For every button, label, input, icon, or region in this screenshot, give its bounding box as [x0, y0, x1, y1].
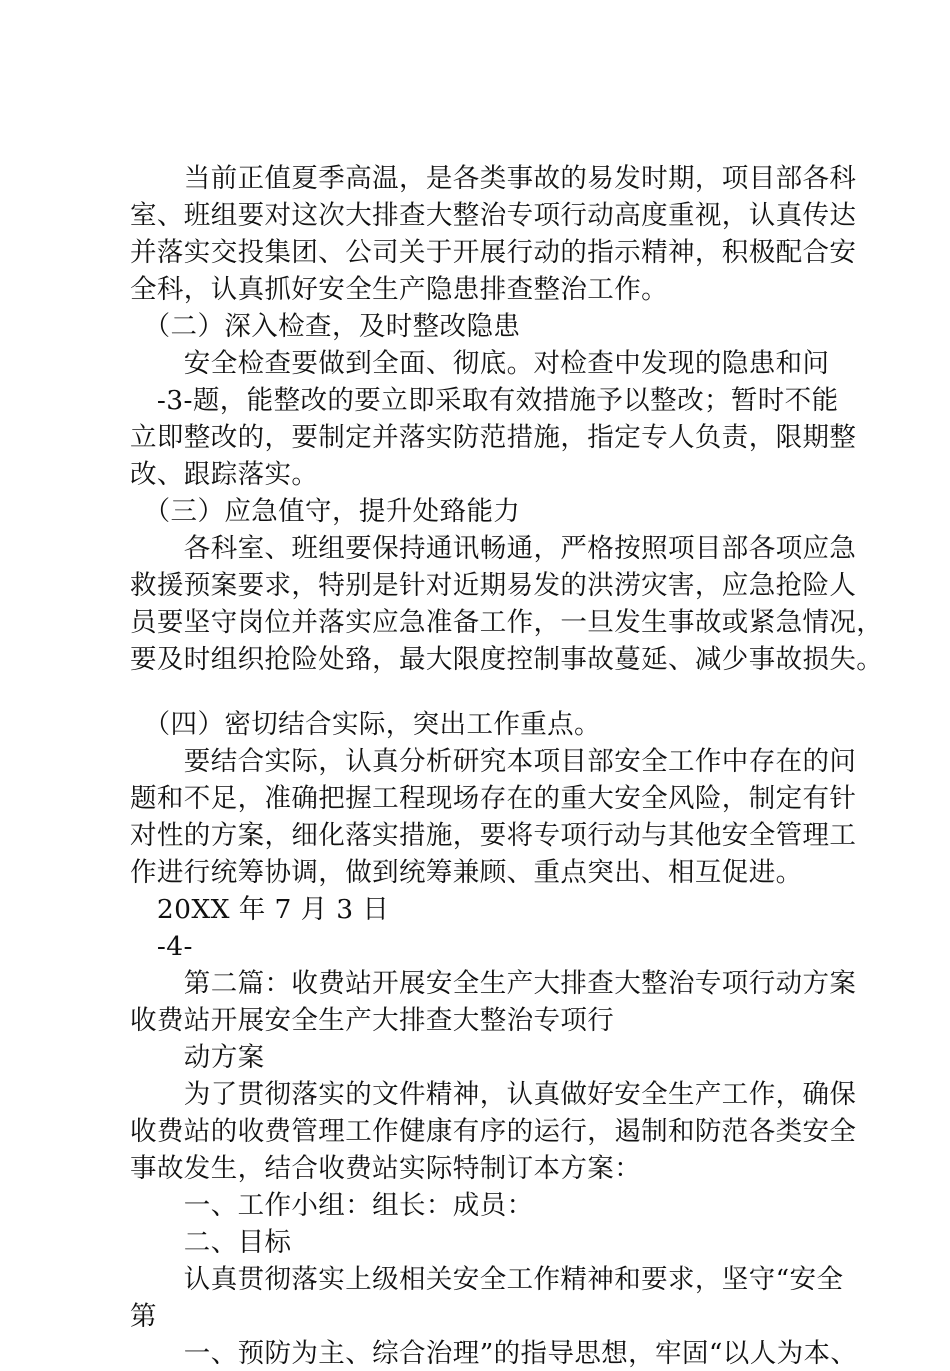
section-heading: 一、工作小组：组长：成员：	[130, 1190, 534, 1221]
paragraph-line: 一、预防为主、综合治理”的指导思想，牢固“以人为本、	[130, 1338, 858, 1369]
paragraph-line: -3-题，能整改的要立即采取有效措施予以整改；暂时不能	[130, 385, 839, 416]
paragraph-line: 收费站的收费管理工作健康有序的运行，遏制和防范各类安全	[130, 1116, 857, 1147]
paragraph-line: 当前正值夏季高温，是各类事故的易发时期，项目部各科	[130, 163, 857, 194]
paragraph-line: 改、跟踪落实。	[130, 459, 319, 490]
section-heading: （四）密切结合实际，突出工作重点。	[130, 709, 601, 740]
page-marker: -4-	[130, 931, 193, 962]
paragraph-line: 全科，认真抓好安全生产隐患排查整治工作。	[130, 274, 668, 305]
section-heading: 二、目标	[130, 1227, 292, 1258]
paragraph-line: 要及时组织抢险处臵，最大限度控制事故蔓延、减少事故损失。	[130, 644, 884, 675]
paragraph-line: 事故发生，结合收费站实际特制订本方案：	[130, 1153, 642, 1184]
paragraph-line: 认真贯彻落实上级相关安全工作精神和要求，坚守“安全	[130, 1264, 844, 1295]
paragraph-line: 室、班组要对这次大排查大整治专项行动高度重视，认真传达	[130, 200, 857, 231]
chapter-title: 收费站开展安全生产大排查大整治专项行	[130, 1005, 615, 1036]
paragraph-line: 安全检查要做到全面、彻底。对检查中发现的隐患和问	[130, 348, 830, 379]
paragraph-line: 救援预案要求，特别是针对近期易发的洪涝灾害，应急抢险人	[130, 570, 857, 601]
paragraph-line: 题和不足，准确把握工程现场存在的重大安全风险，制定有针	[130, 783, 857, 814]
date-line: 20XX 年 7 月 3 日	[130, 894, 390, 925]
paragraph-line: 第	[130, 1301, 157, 1332]
paragraph-line: 为了贯彻落实的文件精神，认真做好安全生产工作，确保	[130, 1079, 857, 1110]
paragraph-line: 各科室、班组要保持通讯畅通，严格按照项目部各项应急	[130, 533, 857, 564]
paragraph-line: 作进行统筹协调，做到统筹兼顾、重点突出、相互促进。	[130, 857, 803, 888]
section-heading: （二）深入检查，及时整改隐患	[130, 311, 521, 342]
chapter-title: 第二篇：收费站开展安全生产大排查大整治专项行动方案	[130, 968, 857, 999]
chapter-title: 动方案	[130, 1042, 265, 1073]
paragraph-line: 立即整改的，要制定并落实防范措施，指定专人负责，限期整	[130, 422, 857, 453]
paragraph-line: 并落实交投集团、公司关于开展行动的指示精神，积极配合安	[130, 237, 857, 268]
paragraph-line: 要结合实际，认真分析研究本项目部安全工作中存在的问	[130, 746, 857, 777]
paragraph-line: 对性的方案，细化落实措施，要将专项行动与其他安全管理工	[130, 820, 857, 851]
section-heading: （三）应急值守，提升处臵能力	[130, 496, 521, 527]
paragraph-line: 员要坚守岗位并落实应急准备工作，一旦发生事故或紧急情况，	[130, 607, 884, 638]
